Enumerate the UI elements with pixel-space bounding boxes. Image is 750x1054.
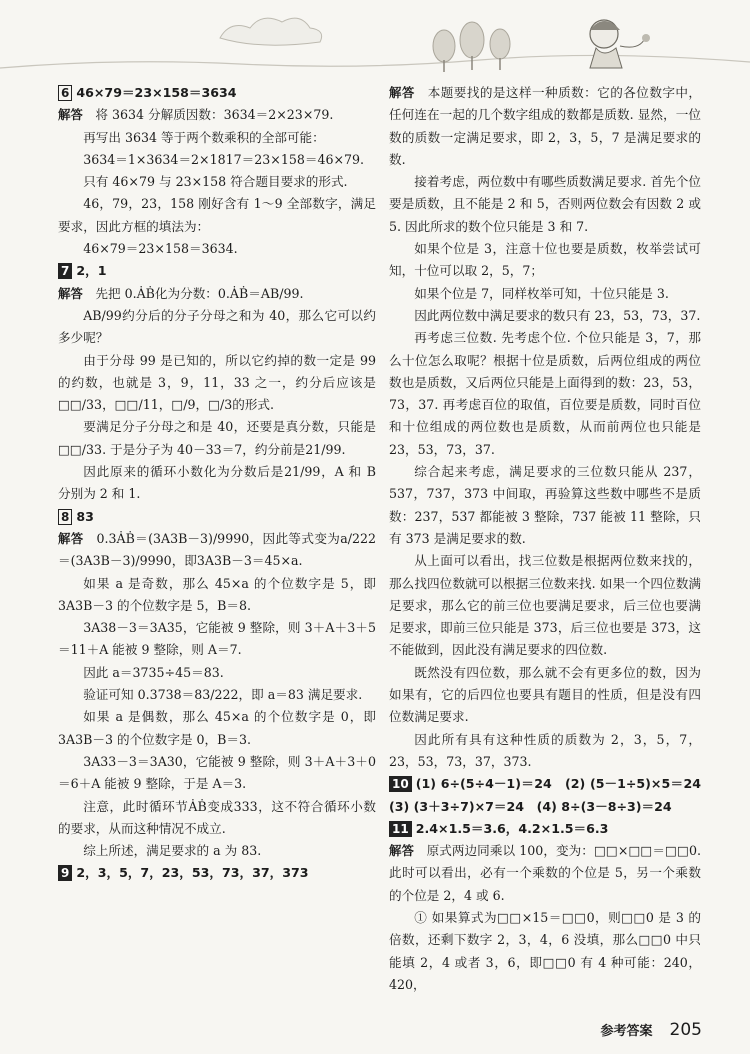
header-decoration — [0, 0, 750, 80]
paragraph-text: 将 3634 分解质因数：3634＝2×23×79. — [95, 107, 334, 123]
solution-paragraph — [389, 305, 701, 327]
page-footer — [600, 1020, 702, 1040]
paragraph-text: 因此所有具有这种性质的质数为 2，3，5，7，23，53，73，37，373. — [389, 731, 701, 769]
answer-heading — [389, 773, 714, 818]
solution-paragraph — [58, 461, 376, 506]
paragraph-text: 本题要找的是这样一种质数：它的各位数字中，任何连在一起的几个数字组成的数都是质数. 显然，一位数的质数一定满足要求，即 2，3，5，7 是满足要求的数. — [389, 85, 702, 167]
answer-heading — [58, 260, 376, 282]
solution-paragraph — [389, 550, 701, 661]
solution-paragraph — [58, 751, 376, 796]
solution-label: 解答 — [58, 107, 83, 123]
paragraph-text: 综合起来考虑，满足要求的三位数只能从 237，537，737，373 中间取，再验算这些数中哪些不是质数：237，537 都能被 3 整除，737 能被 11 整除，只有 373 是满足要求的数. — [389, 464, 701, 546]
solution-paragraph — [389, 238, 701, 283]
solution-paragraph — [58, 350, 376, 417]
paragraph-text: 综上所述，满足要求的 a 为 83. — [83, 843, 262, 859]
paragraph-text: 再写出 3634 等于两个数乘积的全部可能： — [83, 129, 325, 145]
solution-paragraph — [389, 461, 701, 550]
solution-label: 解答 — [58, 285, 83, 301]
paragraph-text: 如果个位是 7，同样枚举可知，十位只能是 3. — [414, 285, 669, 301]
footer-label: 参考答案 — [600, 1024, 653, 1039]
solution-paragraph — [389, 662, 701, 729]
answer-text: 83 — [76, 508, 94, 524]
answer-text: 46×79＝23×158＝3634 — [76, 85, 237, 100]
solution-paragraph — [58, 840, 376, 862]
paragraph-text: 只有 46×79 与 23×158 符合题目要求的形式. — [83, 174, 348, 190]
answer-heading — [389, 818, 701, 840]
paragraph-text: 如果 a 是偶数，那么 45×a 的个位数字是 0，即3A3B－3 的个位数字是 0，B＝3. — [58, 709, 376, 747]
solution-paragraph — [389, 840, 701, 907]
paragraph-text: 如果个位是 3，注意十位也要是质数，枚举尝试可知，十位可以取 2，5，7； — [389, 241, 701, 279]
paragraph-text: 3A33－3＝3A30，它能被 9 整除，则 3＋A＋3＋0＝6＋A 能被 9 整除，于是 A＝3. — [58, 753, 376, 792]
problem-number: 9 — [58, 865, 72, 881]
solution-paragraph — [58, 617, 376, 662]
paragraph-text: 因此 a＝3735÷45＝83. — [83, 664, 224, 680]
paragraph-text: 先把 0.ȦḂ化为分数：0.ȦḂ＝AB/99. — [95, 285, 304, 301]
answer-text: 2，3，5，7，23，53，73，37，373 — [76, 865, 309, 881]
paragraph-text: 因此两位数中满足要求的数只有 23，53，73，37. — [414, 307, 701, 323]
paragraph-text: 原式两边同乘以 100，变为：□□×□□＝□□0. 此时可以看出，必有一个乘数的个位是 5，另一个乘数的个位是 2，4 或 6. — [389, 843, 701, 903]
paragraph-text: 要满足分子分母之和是 40，还要是真分数，只能是□□/33. 于是分子为 40－33＝7，约分前是21/99. — [58, 419, 376, 457]
solution-paragraph — [58, 193, 376, 238]
solution-paragraph — [389, 327, 701, 461]
solution-label: 解答 — [389, 85, 415, 100]
paragraph-text: 因此原来的循环小数化为分数后是21/99，A 和 B 分别为 2 和 1. — [58, 464, 376, 502]
solution-paragraph — [58, 104, 376, 126]
solution-paragraph — [58, 238, 376, 260]
solution-paragraph — [389, 82, 701, 171]
answer-heading — [58, 82, 376, 104]
paragraph-text: 46，79，23，158 刚好含有 1～9 全部数字，满足要求，因此方框的填法为： — [58, 196, 376, 234]
solution-paragraph — [58, 796, 376, 841]
problem-number: 8 — [58, 509, 72, 525]
problem-number: 7 — [58, 263, 72, 279]
paragraph-text: 从上面可以看出，找三位数是根据两位数来找的，那么找四位数就可以根据三位数来找. 如果一个四位数满足要求，那么它的前三位也要满足要求，后三位也要满足要求，即前三位只能是 373，后三位也要是 373，这不能做到，因此没有满足要求的四位数. — [389, 553, 701, 658]
paragraph-text: 由于分母 99 是已知的，所以它约掉的数一定是 99 的约数，也就是 3，9，11，33 之一，约分后应该是□□/33，□□/11，□/9，□/3的形式. — [58, 352, 376, 413]
answer-text: (1) 6÷(5÷4－1)＝24 (2) (5－1÷5)×5＝24 (3) (3＋3÷7)×7＝24 (4) 8÷(3－8÷3)＝24 — [389, 776, 714, 814]
solution-paragraph — [389, 907, 701, 996]
left-column — [58, 82, 376, 885]
solution-paragraph — [58, 684, 376, 706]
solution-paragraph — [389, 171, 701, 238]
paragraph-text: ① 如果算式为□□×15＝□□0，则□□0 是 3 的倍数，还剩下数字 2，3，4，6 没填，那么□□0 中只能填 2，4 或者 3，6，即□□0 有 4 种可能：240，420， — [389, 909, 701, 992]
solution-paragraph — [58, 171, 376, 193]
paragraph-text: AB/99约分后的分子分母之和为 40，那么它可以约多少呢？ — [58, 307, 376, 346]
solution-label: 解答 — [389, 843, 414, 859]
solution-paragraph — [389, 283, 701, 305]
right-column — [389, 82, 714, 996]
paragraph-text: 既然没有四位数，那么就不会有更多位的数，因为如果有，它的后四位也要具有题目的性质，但是没有四位数满足要求. — [389, 664, 701, 725]
problem-number: 6 — [58, 85, 72, 101]
problem-number: 10 — [389, 776, 412, 792]
paragraph-text: 46×79＝23×158＝3634. — [83, 241, 238, 257]
paragraph-text: 接着考虑，两位数中有哪些质数满足要求. 首先个位要是质数，且不能是 2 和 5，否则两位数会有因数 2 或 5. 因此所求的数个位只能是 3 和 7. — [389, 174, 701, 234]
answer-heading — [58, 862, 376, 884]
solution-paragraph — [58, 127, 376, 149]
paragraph-text: 3634＝1×3634＝2×1817＝23×158＝46×79. — [83, 151, 365, 167]
solution-paragraph — [58, 416, 376, 461]
solution-paragraph — [58, 149, 376, 171]
solution-paragraph — [58, 573, 376, 618]
paragraph-text: 如果 a 是奇数，那么 45×a 的个位数字是 5，即3A3B－3 的个位数字是 5，B＝8. — [58, 575, 376, 613]
cartoon-kid-icon — [590, 20, 650, 68]
paragraph-text: 注意，此时循环节ȦḂ变成333，这不符合循环小数的要求，从而这种情况不成立. — [58, 798, 376, 836]
answer-text: 2.4×1.5＝3.6，4.2×1.5＝6.3 — [415, 820, 609, 836]
problem-number: 11 — [389, 821, 412, 837]
answer-text: 2，1 — [76, 263, 107, 279]
solution-label: 解答 — [58, 530, 84, 546]
solution-paragraph — [58, 283, 376, 305]
solution-paragraph — [58, 528, 376, 573]
page-number: 205 — [669, 1020, 702, 1040]
paragraph-text: 3A38－3＝3A35，它能被 9 整除，则 3＋A＋3＋5＝11＋A 能被 9 整除，则 A＝7. — [58, 620, 376, 658]
solution-paragraph — [58, 305, 376, 350]
solution-paragraph — [389, 729, 701, 774]
paragraph-text: 再考虑三位数. 先考虑个位. 个位只能是 3，7，那么十位怎么取呢？根据十位是质数，后两位组成的两位数也是质数，又后两位只能是上面得到的数：23，53，73，37. 再考虑百位的取值，百位要是质数，同时百位和十位组成的两位数也是质数，从而前两位也只能是 23，53，73，37. — [389, 330, 701, 457]
solution-paragraph — [58, 706, 376, 751]
solution-paragraph — [58, 662, 376, 684]
paragraph-text: 0.3ȦḂ＝(3A3B－3)/9990，因此等式变为a/222＝(3A3B－3)/9990，即3A3B－3＝45×a. — [58, 530, 377, 569]
answer-heading — [58, 506, 376, 528]
paragraph-text: 验证可知 0.3738＝83/222，即 a＝83 满足要求. — [83, 687, 363, 703]
